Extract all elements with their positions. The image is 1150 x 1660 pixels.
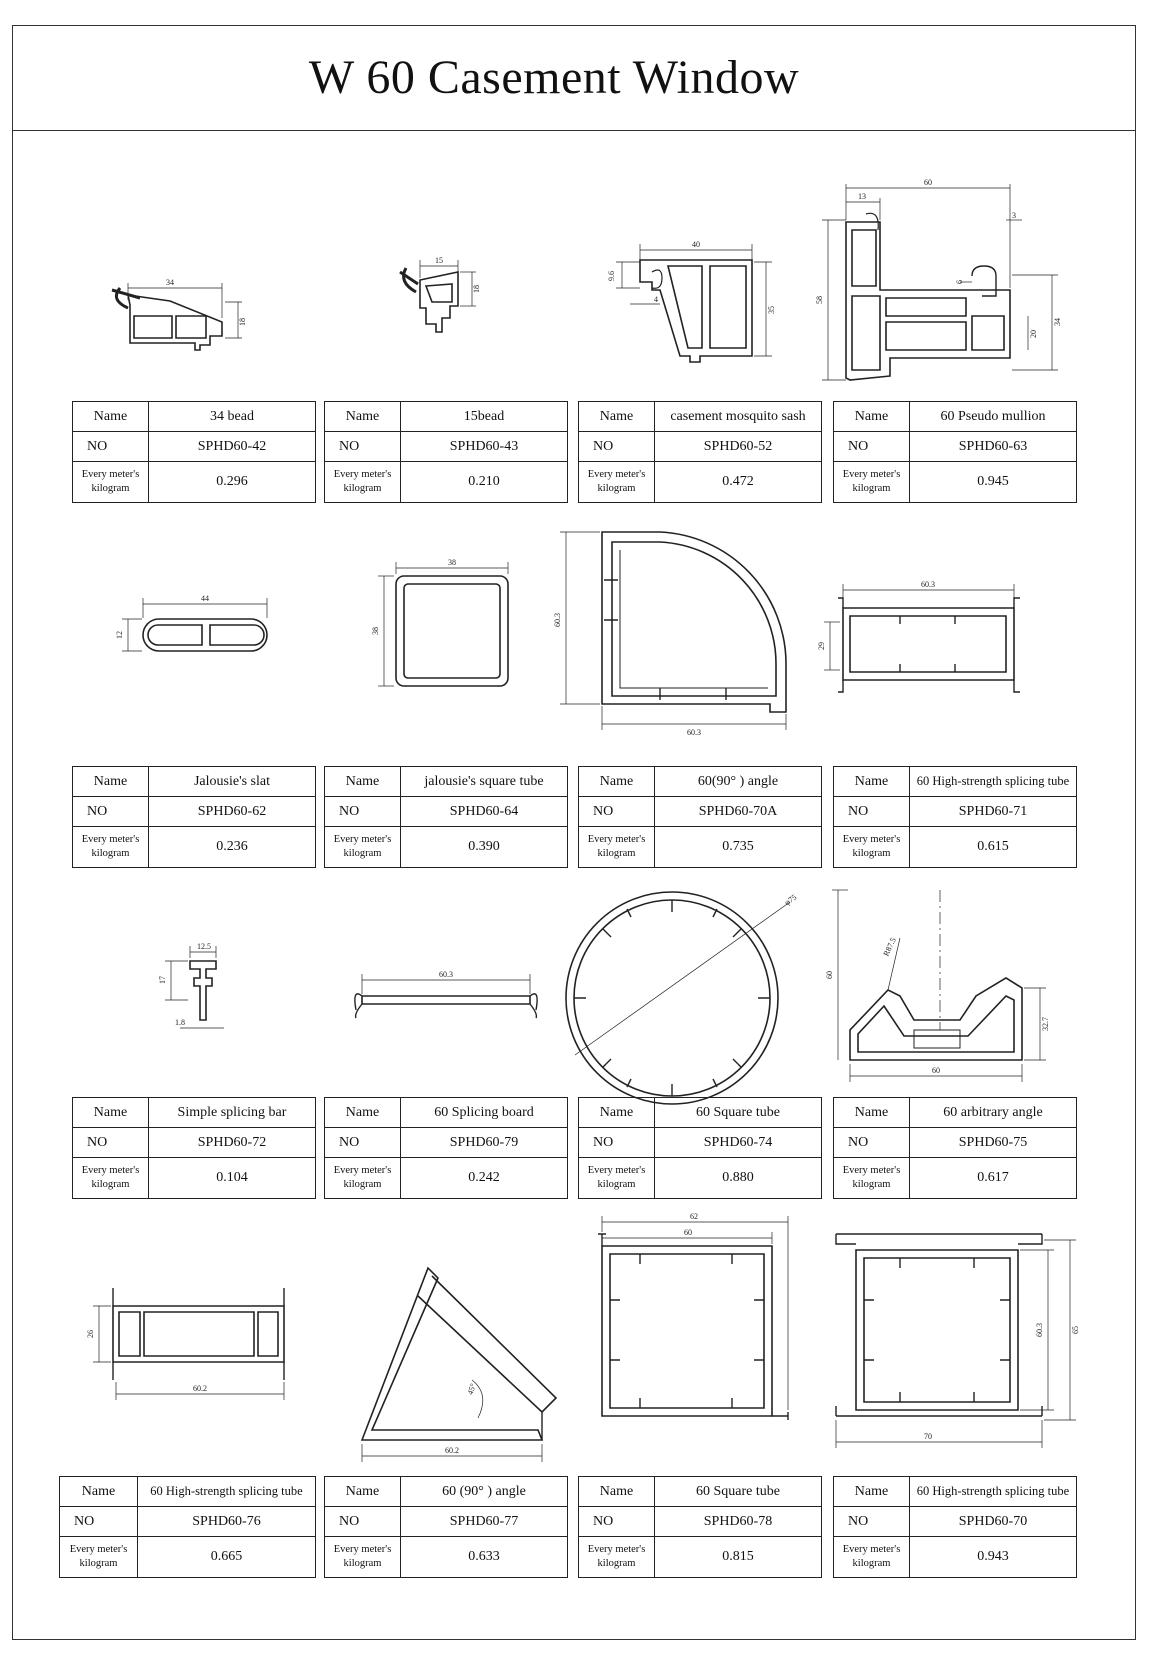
dim-label: 26 <box>86 1330 95 1338</box>
profile-name: 60(90° ) angle <box>655 767 822 797</box>
no-label: NO <box>834 797 910 827</box>
kg-label-line2: kilogram <box>852 848 891 859</box>
spec-table-15bead <box>324 401 568 503</box>
profile-weight: 0.296 <box>149 462 316 503</box>
spec-table-60-square-tube-74 <box>578 1097 822 1199</box>
kg-label-line2: kilogram <box>91 1179 130 1190</box>
spec-table-60-90-angle-77 <box>324 1476 568 1578</box>
name-label: Name <box>73 402 149 432</box>
profile-weight: 0.665 <box>138 1537 316 1578</box>
profile-weight: 0.104 <box>149 1158 316 1199</box>
kg-label-line1: Every meter's <box>842 1544 901 1555</box>
kg-label-line1: Every meter's <box>587 1165 646 1176</box>
profile-drawing-60-high-strength-splicing-tube-76 <box>86 1288 284 1400</box>
dim-label: 20 <box>1029 330 1038 338</box>
profile-number: SPHD60-78 <box>655 1507 822 1537</box>
kg-label-line1: Every meter's <box>587 1544 646 1555</box>
spec-table-60-splicing-board <box>324 1097 568 1199</box>
profile-drawing-simple-splicing-bar <box>158 942 224 1028</box>
dim-label: 9.6 <box>607 271 616 281</box>
profile-drawing-15-bead <box>400 256 481 332</box>
spec-table-60-pseudo-mullion <box>833 401 1077 503</box>
profile-name: 60 High-strength splicing tube <box>910 1477 1077 1507</box>
kg-label <box>579 1537 655 1578</box>
profile-drawing-60-90-angle <box>553 532 786 737</box>
dim-label: 45° <box>465 1382 478 1396</box>
kg-label-line2: kilogram <box>852 1179 891 1190</box>
dim-label: 60 <box>924 178 932 187</box>
no-label: NO <box>834 1507 910 1537</box>
dim-label: 65 <box>1071 1326 1080 1334</box>
kg-label-line1: Every meter's <box>81 1165 140 1176</box>
kg-label-line1: Every meter's <box>842 1165 901 1176</box>
dim-label: 60 <box>684 1228 692 1237</box>
dim-label: 60 <box>825 971 834 979</box>
profile-number: SPHD60-63 <box>910 432 1077 462</box>
no-label: NO <box>73 432 149 462</box>
profile-number: SPHD60-64 <box>401 797 568 827</box>
profile-name: 60 High-strength splicing tube <box>910 767 1077 797</box>
kg-label-line1: Every meter's <box>81 469 140 480</box>
kg-label-line2: kilogram <box>597 848 636 859</box>
kg-label-line1: Every meter's <box>69 1544 128 1555</box>
profile-weight: 0.633 <box>401 1537 568 1578</box>
profile-drawing-jalousies-slat <box>115 594 267 651</box>
dim-label: 34 <box>166 278 174 287</box>
profile-number: SPHD60-43 <box>401 432 568 462</box>
dim-label: 70 <box>924 1432 932 1441</box>
name-label: Name <box>60 1477 138 1507</box>
dim-label: 62 <box>690 1212 698 1221</box>
profile-drawing-60-splicing-board <box>355 970 537 1018</box>
profile-name: 60 Square tube <box>655 1477 822 1507</box>
profile-weight: 0.390 <box>401 827 568 868</box>
profile-weight: 0.880 <box>655 1158 822 1199</box>
profile-weight: 0.617 <box>910 1158 1077 1199</box>
dim-label: 32.7 <box>1041 1017 1050 1031</box>
no-label: NO <box>579 432 655 462</box>
profile-name: 60 (90° ) angle <box>401 1477 568 1507</box>
no-label: NO <box>325 797 401 827</box>
spec-table-jalousies-slat <box>72 766 316 868</box>
profile-name: 60 Pseudo mullion <box>910 402 1077 432</box>
no-label: NO <box>579 1128 655 1158</box>
profile-name: casement mosquito sash <box>655 402 822 432</box>
dim-label: 38 <box>448 558 456 567</box>
profile-number: SPHD60-42 <box>149 432 316 462</box>
kg-label-line2: kilogram <box>597 483 636 494</box>
dim-label: 6 <box>955 280 964 284</box>
kg-label-line1: Every meter's <box>81 834 140 845</box>
profile-drawing-jalousies-square-tube <box>371 558 508 686</box>
profile-name: 60 arbitrary angle <box>910 1098 1077 1128</box>
dim-label: 4 <box>654 295 658 304</box>
kg-label-line1: Every meter's <box>587 834 646 845</box>
dim-label: 60.3 <box>439 970 453 979</box>
profile-drawing-60-pseudo-mullion <box>815 178 1062 380</box>
profile-number: SPHD60-76 <box>138 1507 316 1537</box>
kg-label <box>325 1537 401 1578</box>
name-label: Name <box>73 767 149 797</box>
name-label: Name <box>834 1098 910 1128</box>
kg-label <box>834 1158 910 1199</box>
profile-drawing-casement-mosquito-sash <box>607 240 776 362</box>
kg-label <box>325 827 401 868</box>
kg-label <box>73 1158 149 1199</box>
no-label: NO <box>579 1507 655 1537</box>
no-label: NO <box>325 432 401 462</box>
profile-number: SPHD60-70A <box>655 797 822 827</box>
kg-label-line1: Every meter's <box>842 834 901 845</box>
profile-number: SPHD60-74 <box>655 1128 822 1158</box>
dim-label: 60.3 <box>1035 1323 1044 1337</box>
kg-label <box>579 462 655 503</box>
dim-label: 15 <box>435 256 443 265</box>
kg-label <box>73 827 149 868</box>
kg-label-line2: kilogram <box>852 483 891 494</box>
kg-label-line1: Every meter's <box>842 469 901 480</box>
profile-drawing-60-high-strength-splicing-tube-71 <box>817 580 1020 692</box>
name-label: Name <box>579 402 655 432</box>
profile-number: SPHD60-70 <box>910 1507 1077 1537</box>
profile-name: 60 High-strength splicing tube <box>138 1477 316 1507</box>
profile-drawing-60-square-tube-78 <box>598 1212 788 1420</box>
kg-label-line2: kilogram <box>597 1558 636 1569</box>
dim-label: 60.2 <box>193 1384 207 1393</box>
kg-label-line1: Every meter's <box>333 1165 392 1176</box>
spec-table-simple-splicing-bar <box>72 1097 316 1199</box>
kg-label-line2: kilogram <box>91 483 130 494</box>
kg-label-line1: Every meter's <box>333 834 392 845</box>
no-label: NO <box>325 1128 401 1158</box>
kg-label <box>325 1158 401 1199</box>
profile-weight: 0.472 <box>655 462 822 503</box>
profile-number: SPHD60-79 <box>401 1128 568 1158</box>
no-label: NO <box>579 797 655 827</box>
spec-table-60-high-strength-splicing-tube-71 <box>833 766 1077 868</box>
kg-label <box>325 462 401 503</box>
spec-table-jalousies-square-tube <box>324 766 568 868</box>
profile-drawing-60-high-strength-splicing-tube-70 <box>836 1234 1080 1448</box>
dim-label: 17 <box>158 976 167 984</box>
kg-label <box>73 462 149 503</box>
profile-name: 60 Square tube <box>655 1098 822 1128</box>
dim-label: 3 <box>1012 211 1016 220</box>
no-label: NO <box>834 1128 910 1158</box>
kg-label-line2: kilogram <box>343 1179 382 1190</box>
profile-name: Simple splicing bar <box>149 1098 316 1128</box>
dim-label: 34 <box>1053 318 1062 326</box>
name-label: Name <box>325 1477 401 1507</box>
kg-label-line2: kilogram <box>343 848 382 859</box>
spec-table-60-high-strength-splicing-tube-76 <box>59 1476 316 1578</box>
kg-label <box>60 1537 138 1578</box>
dim-label: φ75 <box>782 892 799 908</box>
profile-weight: 0.236 <box>149 827 316 868</box>
no-label: NO <box>834 432 910 462</box>
kg-label <box>579 1158 655 1199</box>
profile-name: Jalousie's slat <box>149 767 316 797</box>
profile-weight: 0.943 <box>910 1537 1077 1578</box>
dim-label: 60.2 <box>445 1446 459 1455</box>
dim-label: 38 <box>371 627 380 635</box>
profile-drawing-34-bead <box>112 278 247 350</box>
profile-name: 60 Splicing board <box>401 1098 568 1128</box>
dim-label: 44 <box>201 594 209 603</box>
profile-number: SPHD60-71 <box>910 797 1077 827</box>
profile-weight: 0.735 <box>655 827 822 868</box>
spec-table-60-90-angle <box>578 766 822 868</box>
no-label: NO <box>60 1507 138 1537</box>
profile-name: 34 bead <box>149 402 316 432</box>
dim-label: 60 <box>932 1066 940 1075</box>
kg-label-line2: kilogram <box>343 1558 382 1569</box>
name-label: Name <box>325 1098 401 1128</box>
dim-label: 35 <box>767 306 776 314</box>
profile-drawing-60-arbitrary-angle <box>825 890 1050 1082</box>
profile-number: SPHD60-62 <box>149 797 316 827</box>
dim-label: 12 <box>115 631 124 639</box>
name-label: Name <box>834 1477 910 1507</box>
kg-label-line1: Every meter's <box>587 469 646 480</box>
dim-label: 18 <box>472 285 481 293</box>
kg-label-line2: kilogram <box>597 1179 636 1190</box>
no-label: NO <box>325 1507 401 1537</box>
dim-label: 1.8 <box>175 1018 185 1027</box>
profile-drawing-60-90-angle-77 <box>362 1268 556 1462</box>
dim-label: 58 <box>815 296 824 304</box>
name-label: Name <box>325 767 401 797</box>
profile-weight: 0.615 <box>910 827 1077 868</box>
spec-table-60-arbitrary-angle <box>833 1097 1077 1199</box>
spec-table-60-high-strength-splicing-tube-70 <box>833 1476 1077 1578</box>
profile-weight: 0.210 <box>401 462 568 503</box>
no-label: NO <box>73 797 149 827</box>
name-label: Name <box>579 1477 655 1507</box>
name-label: Name <box>579 767 655 797</box>
spec-table-casement-mosquito-sash <box>578 401 822 503</box>
kg-label <box>579 827 655 868</box>
kg-label-line2: kilogram <box>91 848 130 859</box>
profile-number: SPHD60-75 <box>910 1128 1077 1158</box>
profile-name: jalousie's square tube <box>401 767 568 797</box>
profile-weight: 0.815 <box>655 1537 822 1578</box>
dim-label: 29 <box>817 642 826 650</box>
dim-label: 12.5 <box>197 942 211 951</box>
dim-label: R87.5 <box>881 936 898 958</box>
dim-label: 60.3 <box>553 613 562 627</box>
kg-label-line1: Every meter's <box>333 469 392 480</box>
kg-label-line2: kilogram <box>852 1558 891 1569</box>
profile-number: SPHD60-77 <box>401 1507 568 1537</box>
no-label: NO <box>73 1128 149 1158</box>
name-label: Name <box>73 1098 149 1128</box>
kg-label-line1: Every meter's <box>333 1544 392 1555</box>
profile-drawing-60-square-tube-74 <box>566 892 798 1104</box>
dim-label: 60.3 <box>687 728 701 737</box>
dim-label: 13 <box>858 192 866 201</box>
name-label: Name <box>834 767 910 797</box>
profile-name: 15bead <box>401 402 568 432</box>
profile-weight: 0.242 <box>401 1158 568 1199</box>
kg-label <box>834 1537 910 1578</box>
profile-weight: 0.945 <box>910 462 1077 503</box>
dim-label: 40 <box>692 240 700 249</box>
kg-label <box>834 462 910 503</box>
name-label: Name <box>325 402 401 432</box>
dim-label: 60.3 <box>921 580 935 589</box>
profile-number: SPHD60-52 <box>655 432 822 462</box>
kg-label-line2: kilogram <box>79 1558 118 1569</box>
name-label: Name <box>579 1098 655 1128</box>
kg-label-line2: kilogram <box>343 483 382 494</box>
profile-number: SPHD60-72 <box>149 1128 316 1158</box>
spec-table-34-bead <box>72 401 316 503</box>
name-label: Name <box>834 402 910 432</box>
spec-table-60-square-tube-78 <box>578 1476 822 1578</box>
dim-label: 18 <box>238 318 247 326</box>
kg-label <box>834 827 910 868</box>
page-title: W 60 Casement Window <box>308 51 800 104</box>
